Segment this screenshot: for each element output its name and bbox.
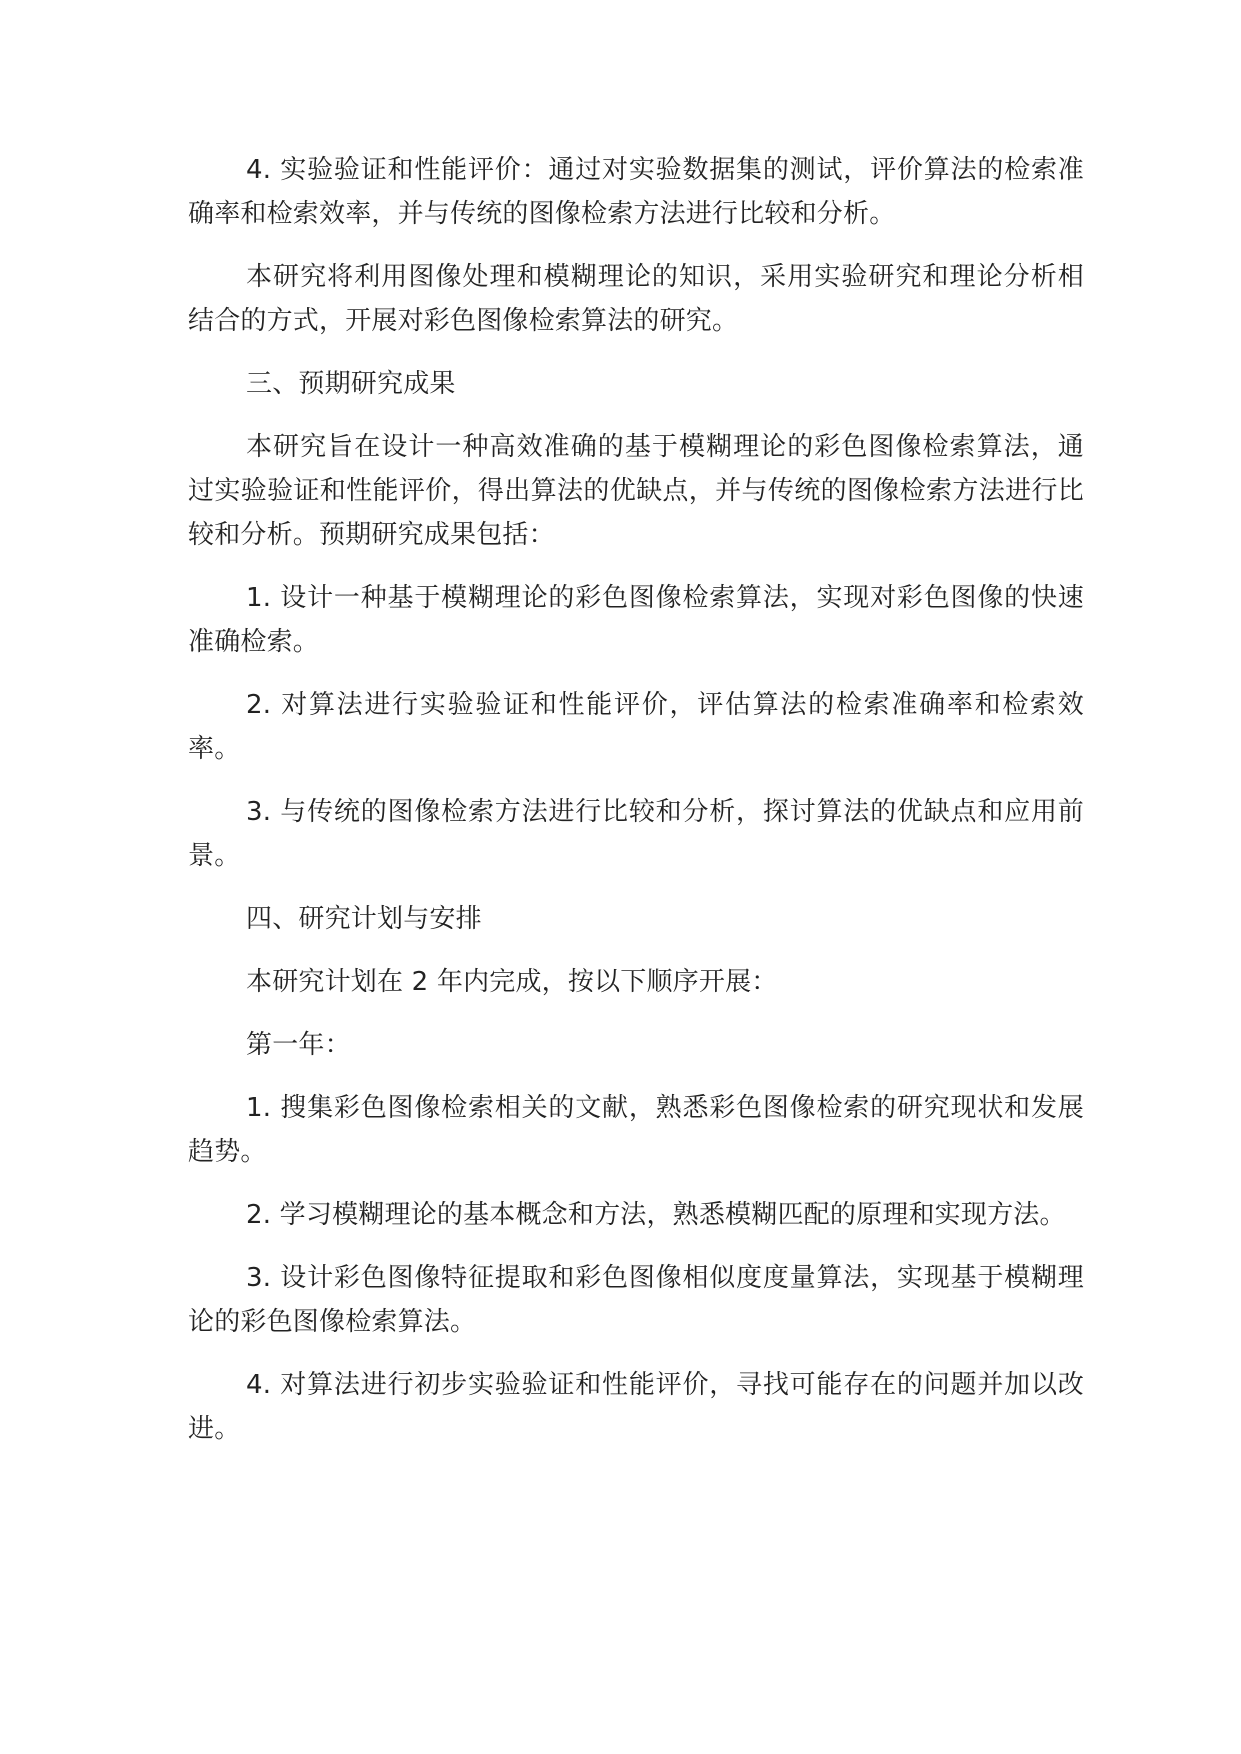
section-heading-expected-results: 三、预期研究成果 <box>246 369 456 399</box>
paragraph-research-method: 本研究将利用图像处理和模糊理论的知识，采用实验研究和理论分析相结合的方式，开展对彩色图像检索算法的研究。 <box>188 262 1084 336</box>
paragraph-exp-validation: 4. 实验验证和性能评价：通过对实验数据集的测试，评价算法的检索准确率和检索效率，并与传统的图像检索方法进行比较和分析。 <box>188 155 1084 229</box>
subheading-first-year: 第一年： <box>246 1030 351 1060</box>
paragraph-expected-results-intro: 本研究旨在设计一种高效准确的基于模糊理论的彩色图像检索算法，通过实验验证和性能评价，得出算法的优缺点，并与传统的图像检索方法进行比较和分析。预期研究成果包括： <box>188 432 1084 550</box>
list-item-year1-3: 3. 设计彩色图像特征提取和彩色图像相似度度量算法，实现基于模糊理论的彩色图像检索算法。 <box>188 1263 1084 1337</box>
list-item-result-1: 1. 设计一种基于模糊理论的彩色图像检索算法，实现对彩色图像的快速准确检索。 <box>188 583 1084 657</box>
list-item-result-3: 3. 与传统的图像检索方法进行比较和分析，探讨算法的优缺点和应用前景。 <box>188 797 1084 871</box>
list-item-year1-1: 1. 搜集彩色图像检索相关的文献，熟悉彩色图像检索的研究现状和发展趋势。 <box>188 1093 1084 1167</box>
section-heading-plan: 四、研究计划与安排 <box>246 904 482 934</box>
paragraph-plan-intro: 本研究计划在 2 年内完成，按以下顺序开展： <box>246 967 778 997</box>
list-item-result-2: 2. 对算法进行实验验证和性能评价，评估算法的检索准确率和检索效率。 <box>188 690 1084 764</box>
list-item-year1-4: 4. 对算法进行初步实验验证和性能评价，寻找可能存在的问题并加以改进。 <box>188 1370 1084 1444</box>
document-body <box>188 148 1084 1470</box>
list-item-year1-2: 2. 学习模糊理论的基本概念和方法，熟悉模糊匹配的原理和实现方法。 <box>246 1200 1066 1230</box>
